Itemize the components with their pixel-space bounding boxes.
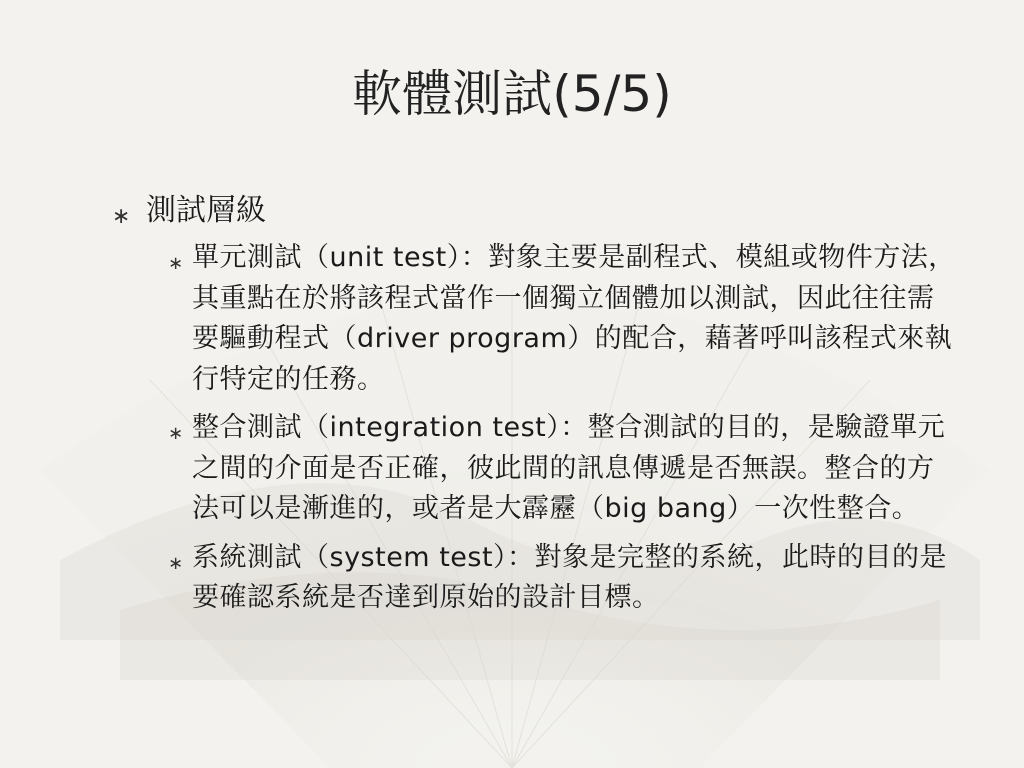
sub-bullet-system-test	[168, 538, 960, 619]
section-heading: 測試層級	[146, 193, 266, 228]
slide-content	[112, 188, 982, 627]
sub-bullet-integration-test	[168, 408, 960, 530]
integration-test-text: 整合測試（integration test）：整合測試的目的，是驗證單元之間的介面是否正確，彼此間的訊息傳遞是否無誤。整合的方法可以是漸進的，或者是大霹靂（big bang）一次性整合。	[192, 412, 946, 524]
bullet-asterisk-icon: ∗	[168, 253, 184, 274]
bullet-asterisk-icon: ∗	[168, 423, 184, 444]
sub-bullet-list	[168, 238, 982, 619]
unit-test-text: 單元測試（unit test）：對象主要是副程式、模組或物件方法，其重點在於將該程式當作一個獨立個體加以測試，因此往往需要驅動程式（driver program）的配合，藉著呼叫該程式來執行特定的任務。	[192, 242, 956, 395]
level1-bullet-testing-levels	[112, 188, 982, 234]
bullet-asterisk-icon: ∗	[112, 204, 131, 229]
sub-bullet-unit-test	[168, 238, 960, 400]
system-test-text: 系統測試（system test）：對象是完整的系統，此時的目的是要確認系統是否達到原始的設計目標。	[192, 541, 948, 613]
slide-title: 軟體測試(5/5)	[352, 65, 672, 123]
bullet-asterisk-icon: ∗	[168, 552, 184, 574]
